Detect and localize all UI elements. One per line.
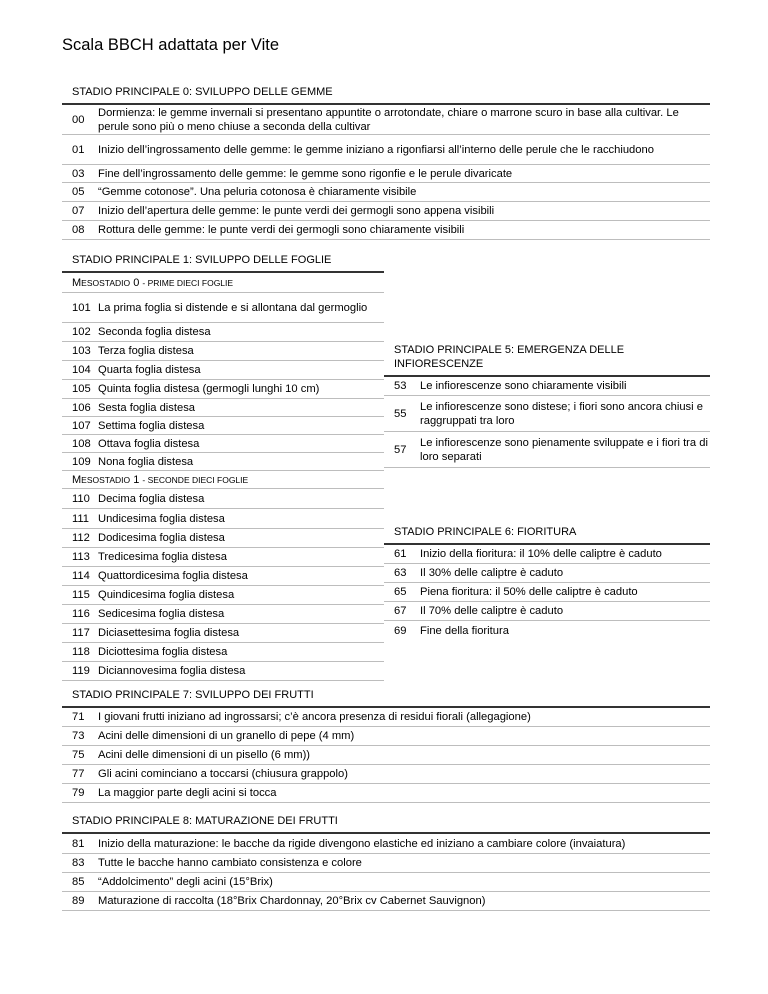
stage-code: 05	[72, 186, 85, 198]
table-row	[62, 784, 710, 803]
stage-code: 111	[72, 512, 90, 525]
stage-code: 109	[72, 455, 91, 468]
stage-description: I giovani frutti iniziano ad ingrossarsi; c’è ancora presenza di residui fiorali (allegagione)	[98, 711, 531, 723]
table-row	[62, 489, 384, 509]
stage-code: 63	[394, 567, 407, 579]
stage-code: 112	[72, 532, 90, 544]
stage-description: Undicesima foglia distesa	[98, 512, 225, 525]
table-row	[384, 621, 710, 640]
mesostage-label: - PRIME DIECI FOGLIE	[142, 278, 234, 288]
stage-6-table	[384, 525, 710, 640]
mesostage-word: ESOSTADIO	[81, 278, 131, 288]
stage-1-title: STADIO PRINCIPALE 1: SVILUPPO DELLE FOGLIE	[62, 253, 384, 273]
table-row	[62, 892, 710, 911]
stage-code: 65	[394, 586, 407, 598]
table-row	[62, 417, 384, 435]
stage-code: 07	[72, 205, 85, 217]
mesostage-number: 0	[133, 277, 140, 289]
page-title: Scala BBCH adattata per Vite	[62, 36, 280, 54]
mesostage-1-heading	[62, 471, 384, 489]
table-row	[62, 605, 384, 624]
mesostage-initial: M	[72, 277, 82, 289]
stage-description: Tutte le bacche hanno cambiato consistenza e colore	[98, 857, 362, 869]
table-row	[384, 377, 710, 396]
table-row	[62, 727, 710, 746]
stage-code: 83	[72, 857, 85, 869]
stage-code: 108	[72, 437, 91, 450]
stage-code: 105	[72, 383, 91, 395]
mesostage-label: - SECONDE DIECI FOGLIE	[142, 475, 249, 485]
stage-code: 08	[72, 224, 85, 236]
stage-description: Sedicesima foglia distesa	[98, 608, 225, 620]
stage-code: 102	[72, 326, 91, 338]
stage-code: 113	[72, 551, 90, 563]
stage-code: 00	[72, 113, 85, 126]
stage-code: 118	[72, 646, 90, 658]
table-row	[384, 545, 710, 564]
table-row	[62, 361, 384, 380]
table-row	[62, 509, 384, 529]
stage-description: Sesta foglia distesa	[98, 401, 196, 414]
stage-code: 104	[72, 364, 91, 376]
mesostage-number: 1	[133, 474, 140, 486]
stage-description: Dormienza: le gemme invernali si presentano appuntite o arrotondate, chiare o marrone scuro in base alla cultivar. Le perule sono più o meno chiuse a seconda della cultivar	[98, 106, 679, 133]
stage-5-table	[384, 343, 710, 468]
table-row	[62, 765, 710, 784]
stage-description: Quattordicesima foglia distesa	[98, 570, 248, 582]
table-row	[384, 564, 710, 583]
stage-description: Rottura delle gemme: le punte verdi dei germogli sono chiaramente visibili	[98, 224, 465, 236]
stage-description: Decima foglia distesa	[98, 492, 205, 505]
stage-description: Quinta foglia distesa (germogli lunghi 10 cm)	[98, 383, 320, 395]
stage-code: 106	[72, 401, 91, 414]
table-row	[62, 135, 710, 165]
stage-code: 73	[72, 730, 85, 742]
table-row	[62, 165, 710, 183]
stage-description: Gli acini cominciano a toccarsi (chiusura grappolo)	[98, 768, 348, 780]
table-row	[62, 708, 710, 727]
stage-description: Ottava foglia distesa	[98, 437, 200, 450]
stage-description: Fine dell’ingrossamento delle gemme: le gemme sono rigonfie e le perule divaricate	[98, 167, 513, 180]
stage-0-title: STADIO PRINCIPALE 0: SVILUPPO DELLE GEMME	[62, 85, 710, 105]
stage-code: 71	[72, 711, 85, 723]
stage-code: 67	[394, 605, 407, 617]
stage-code: 116	[72, 608, 90, 620]
stage-code: 75	[72, 749, 85, 761]
stage-8-table	[62, 814, 710, 911]
stage-code: 107	[72, 419, 91, 432]
table-row	[62, 854, 710, 873]
stage-code: 69	[394, 624, 407, 637]
table-row	[62, 624, 384, 643]
stage-description: Terza foglia distesa	[98, 345, 194, 357]
table-row	[62, 746, 710, 765]
stage-description: Il 30% delle caliptre è caduto	[420, 567, 564, 579]
stage-code: 77	[72, 768, 85, 780]
stage-code: 117	[72, 627, 90, 639]
stage-description: Settima foglia distesa	[98, 419, 205, 432]
table-row	[384, 396, 710, 432]
table-row	[62, 105, 710, 135]
stage-description: “Addolcimento” degli acini (15°Brix)	[98, 876, 273, 888]
stage-6-title: STADIO PRINCIPALE 6: FIORITURA	[384, 525, 710, 545]
stage-description: Le infiorescenze sono chiaramente visibili	[420, 380, 627, 392]
stage-description: Diciasettesima foglia distesa	[98, 627, 240, 639]
stage-code: 81	[72, 837, 85, 850]
stage-description: Fine della fioritura	[420, 624, 509, 637]
stage-description: La prima foglia si distende e si allontana dal germoglio	[98, 301, 368, 314]
stage-code: 115	[72, 589, 90, 601]
stage-description: La maggior parte degli acini si tocca	[98, 787, 277, 799]
table-row	[384, 602, 710, 621]
table-row	[62, 834, 710, 854]
stage-description: “Gemme cotonose”. Una peluria cotonosa è chiaramente visibile	[98, 186, 417, 198]
stage-code: 79	[72, 787, 85, 799]
stage-description: Diciottesima foglia distesa	[98, 646, 228, 658]
stage-7-table	[62, 688, 710, 803]
mesostage-word: ESOSTADIO	[81, 475, 131, 485]
stage-code: 57	[394, 443, 407, 456]
table-row	[62, 567, 384, 586]
table-row	[62, 643, 384, 662]
mesostage-initial: M	[72, 474, 82, 486]
stage-code: 101	[72, 301, 91, 314]
stage-code: 03	[72, 167, 85, 180]
stage-7-title: STADIO PRINCIPALE 7: SVILUPPO DEI FRUTTI	[62, 688, 710, 708]
stage-description: Inizio dell’apertura delle gemme: le punte verdi dei germogli sono appena visibili	[98, 205, 495, 217]
stage-code: 01	[72, 143, 85, 156]
table-row	[62, 435, 384, 453]
stage-code: 110	[72, 492, 90, 505]
table-row	[62, 662, 384, 681]
stage-description: Inizio della fioritura: il 10% delle caliptre è caduto	[420, 548, 662, 560]
table-row	[384, 432, 710, 468]
stage-code: 89	[72, 895, 85, 907]
stage-code: 53	[394, 380, 407, 392]
stage-code: 61	[394, 548, 407, 560]
stage-description: Nona foglia distesa	[98, 455, 194, 468]
mesostage-0-heading	[62, 273, 384, 293]
stage-1-table	[62, 253, 384, 681]
table-row	[62, 873, 710, 892]
table-row	[62, 529, 384, 548]
stage-description: Quindicesima foglia distesa	[98, 589, 235, 601]
stage-code: 114	[72, 570, 90, 582]
table-row	[62, 183, 710, 202]
table-row	[62, 221, 710, 240]
table-row	[62, 380, 384, 399]
stage-description: Le infiorescenze sono distese; i fiori sono ancora chiusi e raggruppati tra loro	[420, 400, 703, 427]
stage-description: Inizio della maturazione: le bacche da rigide divengono elastiche ed iniziano a cambiare colore (invaiatura)	[98, 837, 626, 850]
stage-0-table	[62, 85, 710, 240]
stage-5-title: STADIO PRINCIPALE 5: EMERGENZA DELLE INFIORESCENZE	[384, 343, 710, 377]
table-row	[62, 323, 384, 342]
table-row	[62, 342, 384, 361]
stage-code: 119	[72, 665, 90, 677]
table-row	[62, 399, 384, 417]
stage-description: Quarta foglia distesa	[98, 364, 201, 376]
stage-description: Acini delle dimensioni di un pisello (6 mm))	[98, 749, 311, 761]
stage-description: Il 70% delle caliptre è caduto	[420, 605, 564, 617]
table-row	[62, 453, 384, 471]
stage-description: Piena fioritura: il 50% delle caliptre è caduto	[420, 586, 638, 598]
stage-description: Acini delle dimensioni di un granello di pepe (4 mm)	[98, 730, 355, 742]
table-row	[62, 586, 384, 605]
stage-code: 103	[72, 345, 91, 357]
stage-0-rows	[62, 105, 710, 240]
stage-description: Diciannovesima foglia distesa	[98, 665, 246, 677]
stage-description: Maturazione di raccolta (18°Brix Chardonnay, 20°Brix cv Cabernet Sauvignon)	[98, 895, 486, 907]
stage-8-title: STADIO PRINCIPALE 8: MATURAZIONE DEI FRUTTI	[62, 814, 710, 834]
stage-description: Inizio dell’ingrossamento delle gemme: le gemme iniziano a rigonfiarsi all’interno delle perule che le racchiudono	[98, 143, 654, 156]
table-row	[62, 548, 384, 567]
stage-description: Dodicesima foglia distesa	[98, 532, 225, 544]
stage-description: Seconda foglia distesa	[98, 326, 211, 338]
stage-description: Tredicesima foglia distesa	[98, 551, 227, 563]
stage-code: 85	[72, 876, 85, 888]
stage-code: 55	[394, 407, 407, 420]
table-row	[62, 293, 384, 323]
table-row	[62, 202, 710, 221]
stage-description: Le infiorescenze sono pienamente sviluppate e i fiori tra di loro separati	[420, 436, 708, 463]
table-row	[384, 583, 710, 602]
